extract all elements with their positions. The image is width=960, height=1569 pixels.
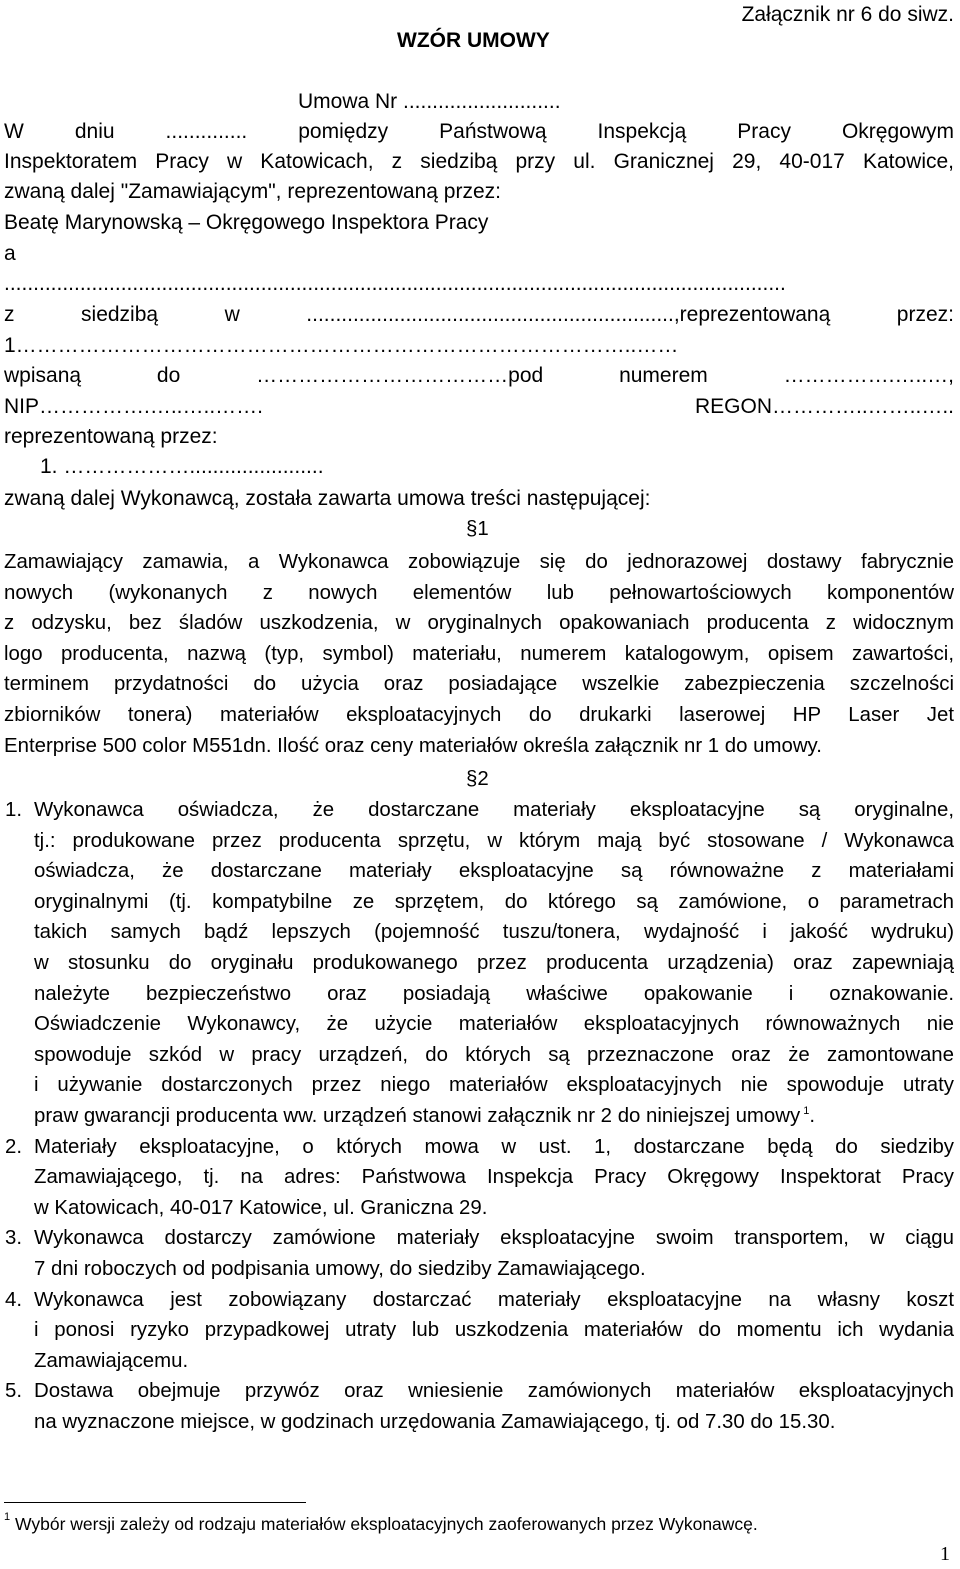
list-item-last-text: w Katowicach, 40-017 Katowice, ul. Graniczna 29. [34,1196,488,1219]
preamble-dots: ...................................................................................................................................... [4,272,786,295]
footnote-divider [4,1502,306,1503]
preamble-line-4: Beatę Marynowską – Okręgowego Inspektora Pracy [4,211,489,234]
list-item-line: należyte bezpieczeństwo oraz posiadają właściwe opakowanie i oznakowanie. [34,982,954,1005]
preamble-line-5: a [4,242,16,265]
list-item-line [34,1407,835,1438]
list-item-line [34,1346,188,1377]
page-number: 1 [940,1543,950,1565]
section-1-line: logo producenta, nazwą (typ, symbol) materiału, numerem katalogowym, opisem zawartości, [4,642,954,665]
contractor-rep-line: 1……………………………………………………………………………..…… [4,334,679,357]
list-item-line: Materiały eksploatacyjne, o których mowa w ust. 1, dostarczane będą do siedziby [34,1135,954,1158]
section-1-heading: §1 [466,518,489,540]
section-1-line: Zamawiający zamawia, a Wykonawca zobowiązuje się do jednorazowej dostawy fabrycznie [4,551,954,573]
section-1-line: nowych (wykonanych z nowych elementów lub pełnowartościowych komponentów [4,581,954,604]
list-item-number: 4. [5,1288,23,1311]
list-item-line: Dostawa obejmuje przywóz oraz wniesienie zamówionych materiałów eksploatacyjnych [34,1380,954,1403]
list-item-line: i ponosi ryzyko przypadkowej utraty lub uszkodzenia materiałów do momentu ich wydania [34,1319,954,1342]
list-item-last-text: praw gwarancji producenta ww. urządzeń stanowi załącznik nr 2 do niniejszej umowy [34,1105,801,1127]
contract-intro: zwaną dalej Wykonawcą, została zawarta umowa treści następującej: [4,487,651,510]
section-1-line: Enterprise 500 color M551dn. Ilość oraz ceny materiałów określa załącznik nr 1 do umowy. [4,734,822,757]
nip-regon-line: NIP…………….…..…..……. REGON…………..……..….. [4,395,954,418]
list-item-line: i używanie dostarczonych przez niego materiałów eksploatacyjnych nie spowoduje utraty [34,1074,954,1097]
preamble-line-2: Inspektoratem Pracy w Katowicach, z siedzibą przy ul. Granicznej 29, 40-017 Katowice, [4,150,954,173]
list-item-number: 5. [5,1380,23,1403]
list-item-line: takich samych bądź lepszych (pojemność tuszu/tonera, wydajność i jakość wydruku) [34,921,954,944]
list-item-line: Wykonawca oświadcza, że dostarczane materiały eksploatacyjne są oryginalne, [34,799,954,821]
attachment-label: Załącznik nr 6 do siwz. [741,3,954,26]
footnote-text: Wybór wersji zależy od rodzaju materiałów eksploatacyjnych zaoferowanych przez Wykonawcę. [15,1514,758,1534]
list-item-line: spowoduje szkód w pracy urządzeń, do których są przeznaczone oraz że zamontowane [34,1043,954,1066]
section-1-line: terminem przydatności do użycia oraz posiadające wszelkie zabezpieczenia szczelności [4,673,954,696]
list-item-last-text: 7 dni roboczych od podpisania umowy, do siedziby Zamawiającego. [34,1258,646,1280]
list-item-tail: . [809,1105,816,1127]
representative-line: 1. ………………....................... [40,455,324,478]
list-item-number: 2. [5,1135,23,1158]
list-item-line [34,1193,487,1224]
list-item-line: oryginalnymi (tj. kompatybilne ze sprzętem, do którego są zamówione, o parametrach [34,890,954,913]
list-item-last-text: na wyznaczone miejsce, w godzinach urzędowania Zamawiającego, tj. od 7.30 do 15.30. [34,1411,836,1433]
footnote-marker: 1 [4,1511,11,1523]
list-item-line [34,1254,646,1285]
list-item-last-text: Zamawiającemu. [34,1349,189,1372]
list-item-line: oświadcza, że dostarczane materiały eksploatacyjne są równoważne z materiałami [34,860,954,883]
document-title: WZÓR UMOWY [397,29,550,52]
represented-by-label: reprezentowaną przez: [4,425,218,448]
section-1-line: zbiorników tonera) materiałów eksploatacyjnych do drukarki laserowej HP Laser Jet [4,704,954,726]
list-item-line: w stosunku do oryginału produkowanego przez producenta urządzenia) oraz zapewniają [34,952,954,974]
list-item-line: Zamawiającego, tj. na adres: Państwowa Inspekcja Pracy Okręgowy Inspektorat Pracy [34,1166,954,1189]
contractor-seat-line: z siedzibą w ...............................................................,reprezentowaną przez: [4,303,954,326]
footnote [4,1510,758,1538]
section-2-heading: §2 [466,768,489,790]
list-item-number: 3. [5,1227,23,1250]
list-item-number: 1. [5,799,23,821]
registry-line: wpisaną do ………………………………pod numerem …………….…..…, [4,364,954,387]
section-1-line: z odzysku, bez śladów uszkodzenia, w oryginalnych opakowaniach producenta z widocznym [4,612,954,635]
preamble-line-3: zwaną dalej "Zamawiającym", reprezentowaną przez: [4,180,501,203]
contract-number: Umowa Nr ........................... [298,90,561,113]
list-item-line: Wykonawca jest zobowiązany dostarczać materiały eksploatacyjne na własny koszt [34,1288,954,1311]
footnote-reference[interactable]: 1 [800,1105,810,1118]
list-item-line: Oświadczenie Wykonawcy, że użycie materiałów eksploatacyjnych równoważnych nie [34,1013,954,1036]
list-item-line: Wykonawca dostarczy zamówione materiały eksploatacyjne swoim transportem, w ciągu [34,1227,954,1250]
preamble-line-1: W dniu .............. pomiędzy Państwową Inspekcją Pracy Okręgowym [4,120,954,143]
list-item-line: tj.: produkowane przez producenta sprzętu, w którym mają być stosowane / Wykonawca [34,829,954,852]
list-item-line [34,1101,815,1132]
